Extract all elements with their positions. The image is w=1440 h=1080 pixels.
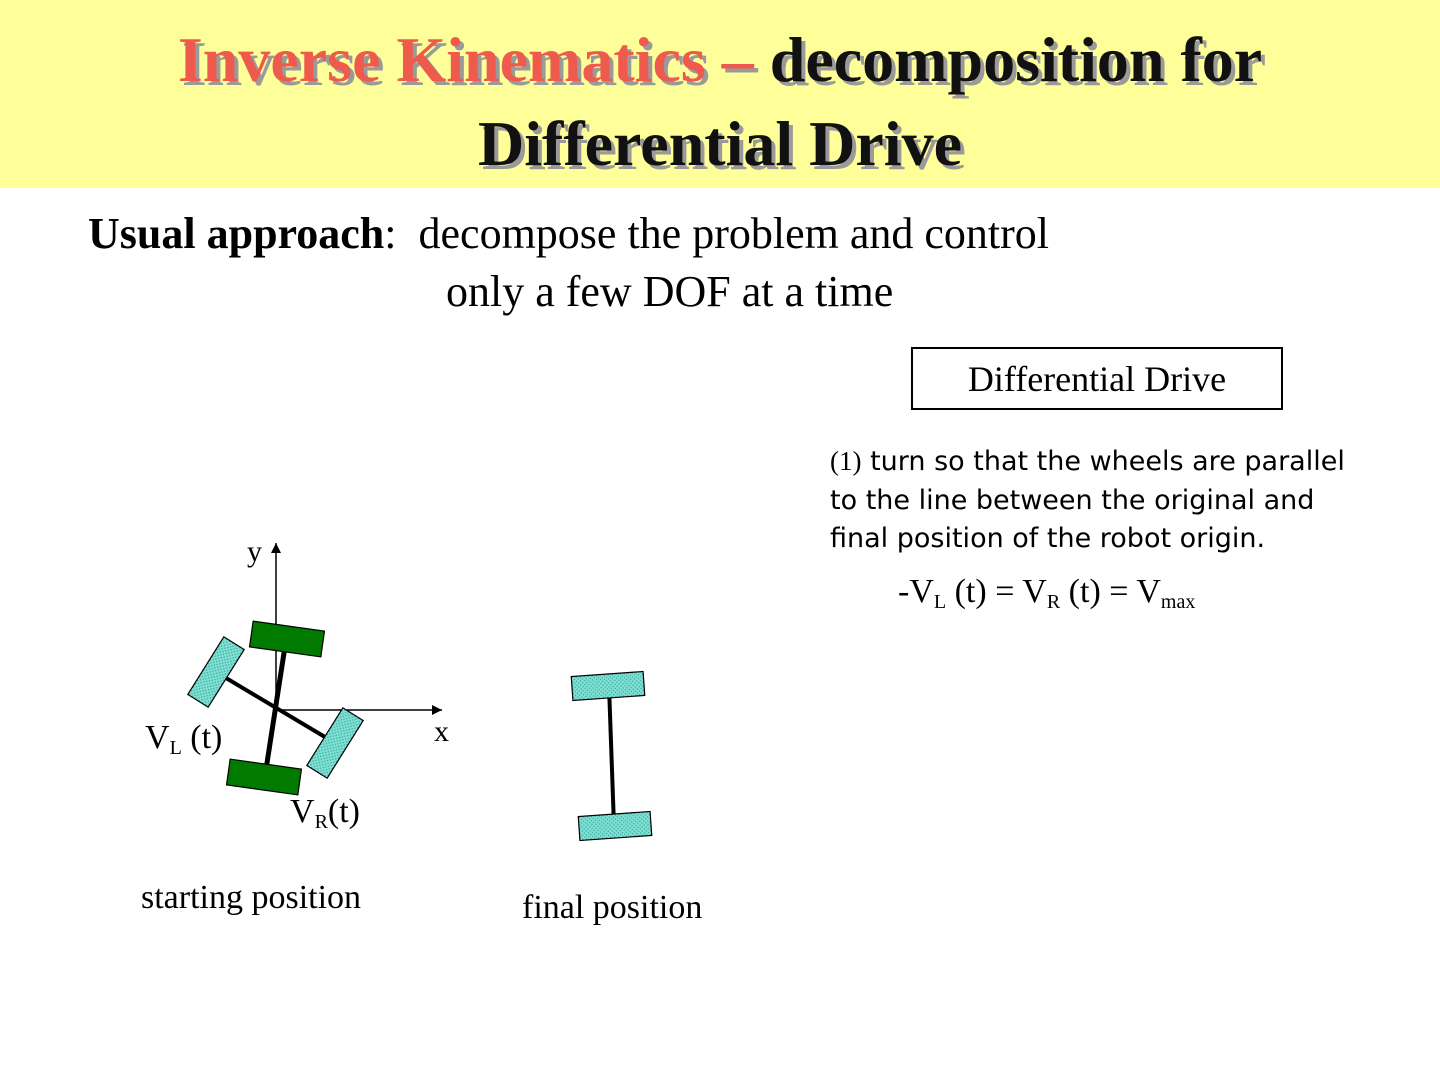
eq-sub-max: max [1160, 591, 1196, 613]
starting-position-caption: starting position [141, 879, 362, 916]
x-axis-label: x [434, 715, 449, 748]
vr-label-main: V [290, 793, 315, 830]
final-wheel-bottom [578, 812, 651, 841]
intro-line1: decompose the problem and control [418, 209, 1049, 258]
eq-part-1: -V [898, 573, 934, 610]
cyan-wheel-right [307, 708, 363, 778]
vr-label [290, 792, 360, 842]
step-1-description: turn so that the wheels are parallel to the line between the original and final position of the robot origin. [830, 446, 1345, 554]
eq-part-3: (t) = V [1060, 573, 1161, 610]
differential-drive-box: Differential Drive [911, 347, 1283, 410]
green-wheel-bottom [227, 759, 302, 795]
vl-label-main: V [145, 719, 170, 756]
step-1-number: (1) [830, 446, 862, 476]
y-axis-label: y [247, 535, 262, 568]
eq-sub-l: L [933, 591, 947, 613]
vr-label-sub: R [314, 811, 328, 833]
final-wheel-top [571, 672, 644, 701]
intro-colon: : [384, 209, 397, 258]
green-wheel-top [250, 621, 325, 657]
title-line2: Differential Drive [478, 108, 962, 179]
eq-part-2: (t) = V [946, 573, 1047, 610]
title-accent-text: Inverse Kinematics – [177, 24, 754, 95]
vl-label [145, 718, 222, 768]
title-main-text: decomposition for [753, 24, 1263, 95]
intro-label: Usual approach [88, 209, 385, 258]
vl-label-tail: (t) [181, 719, 223, 756]
eq-sub-r: R [1046, 591, 1061, 613]
vl-label-sub: L [169, 737, 182, 759]
cyan-wheel-left [188, 637, 244, 707]
intro-line2: only a few DOF at a time [446, 267, 894, 316]
vr-label-tail: (t) [327, 793, 360, 830]
final-axle [609, 686, 614, 826]
final-position-caption: final position [522, 889, 703, 926]
